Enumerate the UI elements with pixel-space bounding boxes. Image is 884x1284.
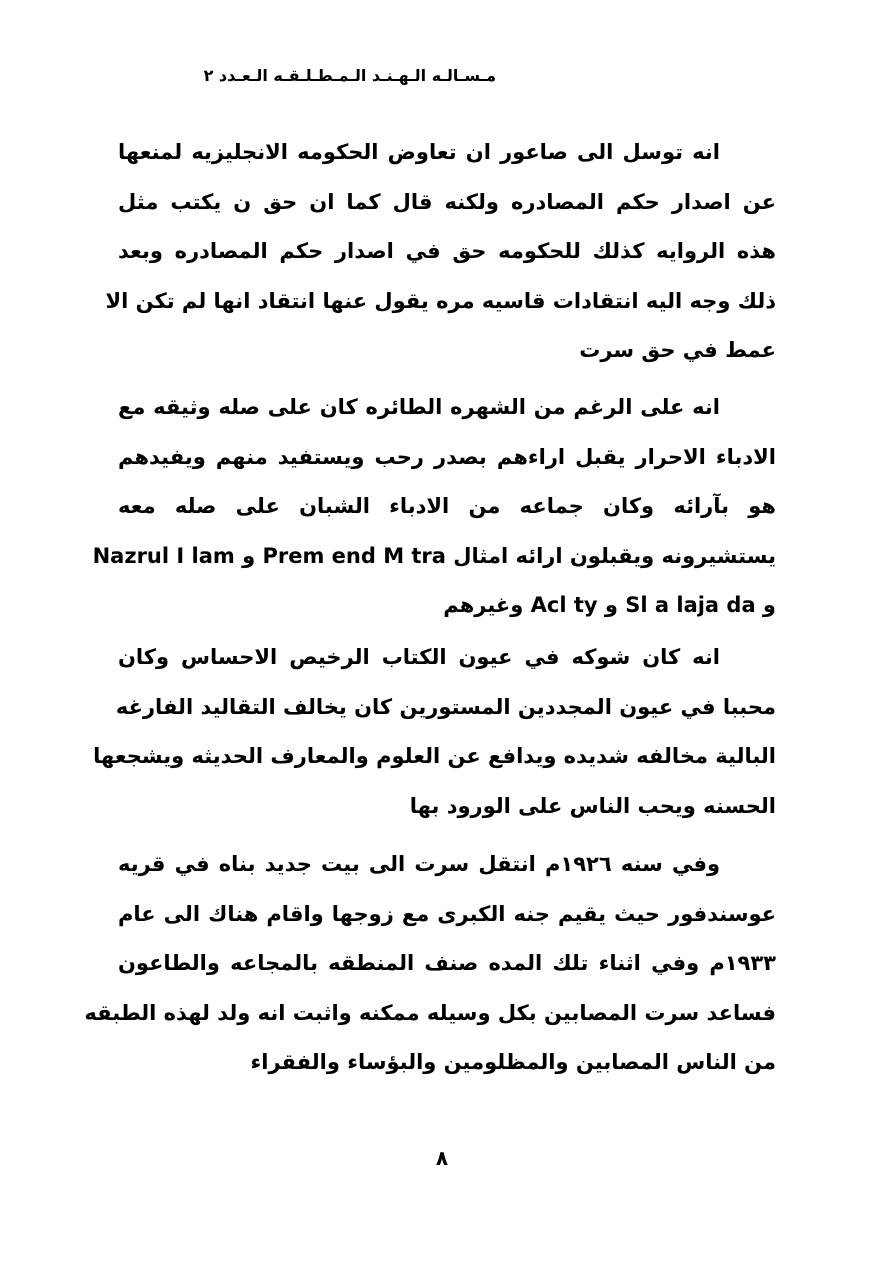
paragraph-line: هو بآرائه وكان جماعه من الادباء الشبان على صله معه [118,494,776,518]
paragraph-4 [84,840,776,1088]
paragraph-line: هذه الروايه كذلك للحكومه حق في اصدار حكم المصادره وبعد [118,239,776,263]
paragraph-line: عن اصدار حكم المصادره ولكنه قال كما ان حق ن يكتب مثل [118,189,776,214]
paragraph-line: البالية مخالفه شديده ويدافع عن العلوم والمعارف الحديثه ويشجعها [93,744,776,768]
paragraph-line: و Sl a laja da و Acl ty وغيرهم [443,593,776,617]
paragraph-line: من الناس المصابين والمظلومين والبؤساء والفقراء [250,1050,776,1074]
page-number: ٨ [435,1146,449,1170]
paragraph-3 [93,633,776,831]
paragraph-1 [105,128,776,376]
paragraph-line: انه توسل الى صاعور ان تعاوض الحكومه الانجليزيه لمنعها [118,140,720,164]
paragraph-line: الادباء الاحرار يقبل اراءهم بصدر رحب ويستفيد منهم ويفيدهم [118,444,776,469]
paragraph-line: ذلك وجه اليه انتقادات قاسيه مره يقول عنها انتقاد انها لم تكن الا [105,288,776,313]
paragraph-line: الحسنه ويحب الناس على الورود بها [409,793,776,818]
paragraph-line: عمط في حق سرت [579,338,776,362]
paragraph-line: وفي سنه ١٩٢٦م انتقل سرت الى بيت جديد بناه في قريه [118,852,720,876]
paragraph-line: انه كان شوكه في عيون الكتاب الرخيص الاحساس وكان [118,645,720,669]
running-header: مـسـالـه الـهـنـد الـمـطـلـقـه الـعـدد ٢ [203,66,496,85]
paragraph-line: انه على الرغم من الشهره الطائره كان على صله وثيقه مع [118,395,720,419]
paragraph-line: يستشيرونه ويقبلون ارائه امثال Prem end M tra و Nazrul I lam [92,543,776,568]
paragraph-line: عوسندفور حيث يقيم جنه الكبرى مع زوجها واقام هناك الى عام [118,901,776,926]
paragraph-line: محببا في عيون المجددين المستورين كان يخالف التقاليد الفارغه [115,694,776,719]
paragraph-line: ١٩٣٣م وفي اثناء تلك المده صنف المنطقه بالمجاعه والطاعون [118,951,776,975]
paragraph-line: فساعد سرت المصابين بكل وسيله ممكنه واثبت انه ولد لهذه الطبقه [84,1000,776,1025]
paragraph-2 [92,383,776,631]
